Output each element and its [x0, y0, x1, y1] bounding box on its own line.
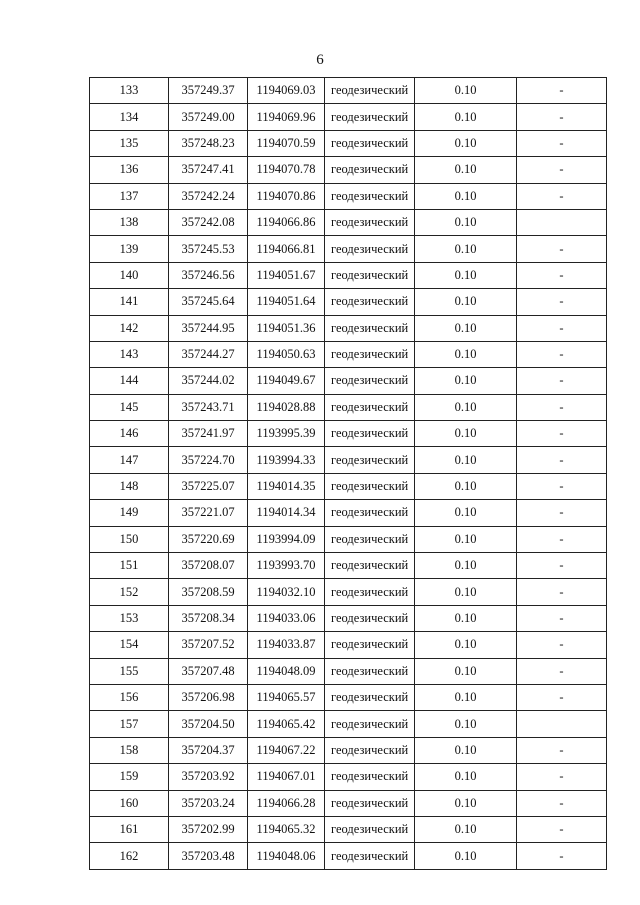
- note-cell: -: [517, 658, 607, 684]
- method-cell: геодезический: [325, 368, 415, 394]
- method-cell: геодезический: [325, 473, 415, 499]
- y-coordinate-cell: 1194066.86: [248, 209, 325, 235]
- note-cell: -: [517, 289, 607, 315]
- y-coordinate-cell: 1194069.03: [248, 78, 325, 104]
- x-coordinate-cell: 357241.97: [169, 421, 248, 447]
- y-coordinate-cell: 1194070.86: [248, 183, 325, 209]
- method-cell: геодезический: [325, 209, 415, 235]
- method-cell: геодезический: [325, 421, 415, 447]
- table-row: [90, 684, 607, 710]
- note-cell: -: [517, 500, 607, 526]
- note-cell: -: [517, 315, 607, 341]
- accuracy-cell: 0.10: [415, 104, 517, 130]
- accuracy-cell: 0.10: [415, 737, 517, 763]
- method-cell: геодезический: [325, 500, 415, 526]
- point-number-cell: 137: [90, 183, 169, 209]
- x-coordinate-cell: 357220.69: [169, 526, 248, 552]
- y-coordinate-cell: 1194066.28: [248, 790, 325, 816]
- table-row: [90, 764, 607, 790]
- x-coordinate-cell: 357249.37: [169, 78, 248, 104]
- method-cell: геодезический: [325, 579, 415, 605]
- x-coordinate-cell: 357244.27: [169, 341, 248, 367]
- x-coordinate-cell: 357243.71: [169, 394, 248, 420]
- accuracy-cell: 0.10: [415, 209, 517, 235]
- y-coordinate-cell: 1194049.67: [248, 368, 325, 394]
- x-coordinate-cell: 357208.07: [169, 553, 248, 579]
- accuracy-cell: 0.10: [415, 447, 517, 473]
- accuracy-cell: 0.10: [415, 78, 517, 104]
- note-cell: -: [517, 790, 607, 816]
- note-cell: -: [517, 843, 607, 869]
- point-number-cell: 151: [90, 553, 169, 579]
- method-cell: геодезический: [325, 341, 415, 367]
- table-row: [90, 183, 607, 209]
- method-cell: геодезический: [325, 816, 415, 842]
- table-row: [90, 236, 607, 262]
- point-number-cell: 134: [90, 104, 169, 130]
- method-cell: геодезический: [325, 684, 415, 710]
- y-coordinate-cell: 1194014.35: [248, 473, 325, 499]
- accuracy-cell: 0.10: [415, 130, 517, 156]
- y-coordinate-cell: 1194032.10: [248, 579, 325, 605]
- method-cell: геодезический: [325, 843, 415, 869]
- x-coordinate-cell: 357245.64: [169, 289, 248, 315]
- point-number-cell: 138: [90, 209, 169, 235]
- note-cell: -: [517, 816, 607, 842]
- y-coordinate-cell: 1194051.36: [248, 315, 325, 341]
- table-row: [90, 78, 607, 104]
- x-coordinate-cell: 357208.59: [169, 579, 248, 605]
- point-number-cell: 150: [90, 526, 169, 552]
- accuracy-cell: 0.10: [415, 315, 517, 341]
- note-cell: -: [517, 473, 607, 499]
- table-row: [90, 262, 607, 288]
- x-coordinate-cell: 357242.24: [169, 183, 248, 209]
- y-coordinate-cell: 1193994.09: [248, 526, 325, 552]
- table-row: [90, 605, 607, 631]
- y-coordinate-cell: 1194067.01: [248, 764, 325, 790]
- x-coordinate-cell: 357244.95: [169, 315, 248, 341]
- note-cell: -: [517, 183, 607, 209]
- table-row: [90, 737, 607, 763]
- table-row: [90, 711, 607, 737]
- table-row: [90, 579, 607, 605]
- accuracy-cell: 0.10: [415, 341, 517, 367]
- y-coordinate-cell: 1194051.64: [248, 289, 325, 315]
- note-cell: -: [517, 78, 607, 104]
- point-number-cell: 158: [90, 737, 169, 763]
- method-cell: геодезический: [325, 447, 415, 473]
- table-row: [90, 526, 607, 552]
- accuracy-cell: 0.10: [415, 632, 517, 658]
- note-cell: -: [517, 236, 607, 262]
- note-cell: -: [517, 394, 607, 420]
- y-coordinate-cell: 1194070.78: [248, 157, 325, 183]
- accuracy-cell: 0.10: [415, 368, 517, 394]
- y-coordinate-cell: 1193995.39: [248, 421, 325, 447]
- point-number-cell: 135: [90, 130, 169, 156]
- y-coordinate-cell: 1194033.06: [248, 605, 325, 631]
- note-cell: -: [517, 130, 607, 156]
- accuracy-cell: 0.10: [415, 183, 517, 209]
- accuracy-cell: 0.10: [415, 289, 517, 315]
- y-coordinate-cell: 1194065.57: [248, 684, 325, 710]
- accuracy-cell: 0.10: [415, 394, 517, 420]
- method-cell: геодезический: [325, 632, 415, 658]
- x-coordinate-cell: 357246.56: [169, 262, 248, 288]
- x-coordinate-cell: 357203.92: [169, 764, 248, 790]
- note-cell: -: [517, 104, 607, 130]
- method-cell: геодезический: [325, 157, 415, 183]
- page-number: 6: [316, 52, 324, 68]
- point-number-cell: 133: [90, 78, 169, 104]
- note-cell: -: [517, 579, 607, 605]
- point-number-cell: 155: [90, 658, 169, 684]
- method-cell: геодезический: [325, 315, 415, 341]
- point-number-cell: 144: [90, 368, 169, 394]
- y-coordinate-cell: 1194069.96: [248, 104, 325, 130]
- point-number-cell: 160: [90, 790, 169, 816]
- point-number-cell: 156: [90, 684, 169, 710]
- accuracy-cell: 0.10: [415, 473, 517, 499]
- accuracy-cell: 0.10: [415, 605, 517, 631]
- accuracy-cell: 0.10: [415, 816, 517, 842]
- method-cell: геодезический: [325, 262, 415, 288]
- accuracy-cell: 0.10: [415, 526, 517, 552]
- accuracy-cell: 0.10: [415, 421, 517, 447]
- note-cell: -: [517, 553, 607, 579]
- note-cell: -: [517, 684, 607, 710]
- accuracy-cell: 0.10: [415, 790, 517, 816]
- note-cell: -: [517, 737, 607, 763]
- point-number-cell: 162: [90, 843, 169, 869]
- method-cell: геодезический: [325, 658, 415, 684]
- point-number-cell: 153: [90, 605, 169, 631]
- table-row: [90, 104, 607, 130]
- note-cell: -: [517, 368, 607, 394]
- point-number-cell: 140: [90, 262, 169, 288]
- x-coordinate-cell: 357204.37: [169, 737, 248, 763]
- x-coordinate-cell: 357203.48: [169, 843, 248, 869]
- point-number-cell: 148: [90, 473, 169, 499]
- y-coordinate-cell: 1194066.81: [248, 236, 325, 262]
- y-coordinate-cell: 1194028.88: [248, 394, 325, 420]
- x-coordinate-cell: 357225.07: [169, 473, 248, 499]
- accuracy-cell: 0.10: [415, 500, 517, 526]
- method-cell: геодезический: [325, 289, 415, 315]
- note-cell: -: [517, 262, 607, 288]
- table-row: [90, 209, 607, 235]
- y-coordinate-cell: 1194070.59: [248, 130, 325, 156]
- table-row: [90, 130, 607, 156]
- point-number-cell: 147: [90, 447, 169, 473]
- point-number-cell: 143: [90, 341, 169, 367]
- note-cell: [517, 711, 607, 737]
- method-cell: геодезический: [325, 78, 415, 104]
- y-coordinate-cell: 1194065.32: [248, 816, 325, 842]
- y-coordinate-cell: 1194065.42: [248, 711, 325, 737]
- x-coordinate-cell: 357247.41: [169, 157, 248, 183]
- accuracy-cell: 0.10: [415, 684, 517, 710]
- y-coordinate-cell: 1194050.63: [248, 341, 325, 367]
- accuracy-cell: 0.10: [415, 553, 517, 579]
- note-cell: -: [517, 447, 607, 473]
- point-number-cell: 149: [90, 500, 169, 526]
- y-coordinate-cell: 1194048.09: [248, 658, 325, 684]
- method-cell: геодезический: [325, 526, 415, 552]
- point-number-cell: 159: [90, 764, 169, 790]
- y-coordinate-cell: 1193993.70: [248, 553, 325, 579]
- point-number-cell: 139: [90, 236, 169, 262]
- x-coordinate-cell: 357204.50: [169, 711, 248, 737]
- coordinates-table-body: [90, 78, 607, 870]
- method-cell: геодезический: [325, 183, 415, 209]
- method-cell: геодезический: [325, 605, 415, 631]
- accuracy-cell: 0.10: [415, 843, 517, 869]
- method-cell: геодезический: [325, 790, 415, 816]
- y-coordinate-cell: 1194033.87: [248, 632, 325, 658]
- x-coordinate-cell: 357207.48: [169, 658, 248, 684]
- x-coordinate-cell: 357249.00: [169, 104, 248, 130]
- table-row: [90, 394, 607, 420]
- x-coordinate-cell: 357242.08: [169, 209, 248, 235]
- point-number-cell: 161: [90, 816, 169, 842]
- note-cell: [517, 209, 607, 235]
- table-row: [90, 632, 607, 658]
- point-number-cell: 142: [90, 315, 169, 341]
- table-row: [90, 157, 607, 183]
- point-number-cell: 141: [90, 289, 169, 315]
- method-cell: геодезический: [325, 236, 415, 262]
- y-coordinate-cell: 1194048.06: [248, 843, 325, 869]
- x-coordinate-cell: 357244.02: [169, 368, 248, 394]
- table-row: [90, 421, 607, 447]
- method-cell: геодезический: [325, 394, 415, 420]
- point-number-cell: 157: [90, 711, 169, 737]
- table-row: [90, 341, 607, 367]
- table-row: [90, 843, 607, 869]
- note-cell: -: [517, 526, 607, 552]
- table-row: [90, 658, 607, 684]
- note-cell: -: [517, 605, 607, 631]
- coordinates-table: [89, 77, 607, 870]
- table-row: [90, 447, 607, 473]
- accuracy-cell: 0.10: [415, 711, 517, 737]
- note-cell: -: [517, 421, 607, 447]
- table-row: [90, 473, 607, 499]
- accuracy-cell: 0.10: [415, 236, 517, 262]
- accuracy-cell: 0.10: [415, 658, 517, 684]
- method-cell: геодезический: [325, 130, 415, 156]
- x-coordinate-cell: 357224.70: [169, 447, 248, 473]
- accuracy-cell: 0.10: [415, 579, 517, 605]
- x-coordinate-cell: 357206.98: [169, 684, 248, 710]
- method-cell: геодезический: [325, 553, 415, 579]
- y-coordinate-cell: 1194014.34: [248, 500, 325, 526]
- x-coordinate-cell: 357203.24: [169, 790, 248, 816]
- table-row: [90, 500, 607, 526]
- point-number-cell: 154: [90, 632, 169, 658]
- table-row: [90, 816, 607, 842]
- table-row: [90, 289, 607, 315]
- table-row: [90, 790, 607, 816]
- y-coordinate-cell: 1194067.22: [248, 737, 325, 763]
- x-coordinate-cell: 357202.99: [169, 816, 248, 842]
- point-number-cell: 145: [90, 394, 169, 420]
- y-coordinate-cell: 1193994.33: [248, 447, 325, 473]
- note-cell: -: [517, 157, 607, 183]
- method-cell: геодезический: [325, 104, 415, 130]
- note-cell: -: [517, 632, 607, 658]
- note-cell: -: [517, 341, 607, 367]
- x-coordinate-cell: 357207.52: [169, 632, 248, 658]
- table-row: [90, 368, 607, 394]
- x-coordinate-cell: 357245.53: [169, 236, 248, 262]
- accuracy-cell: 0.10: [415, 764, 517, 790]
- method-cell: геодезический: [325, 711, 415, 737]
- y-coordinate-cell: 1194051.67: [248, 262, 325, 288]
- accuracy-cell: 0.10: [415, 157, 517, 183]
- table-row: [90, 553, 607, 579]
- x-coordinate-cell: 357208.34: [169, 605, 248, 631]
- note-cell: -: [517, 764, 607, 790]
- x-coordinate-cell: 357248.23: [169, 130, 248, 156]
- accuracy-cell: 0.10: [415, 262, 517, 288]
- point-number-cell: 146: [90, 421, 169, 447]
- point-number-cell: 136: [90, 157, 169, 183]
- method-cell: геодезический: [325, 737, 415, 763]
- x-coordinate-cell: 357221.07: [169, 500, 248, 526]
- method-cell: геодезический: [325, 764, 415, 790]
- table-row: [90, 315, 607, 341]
- point-number-cell: 152: [90, 579, 169, 605]
